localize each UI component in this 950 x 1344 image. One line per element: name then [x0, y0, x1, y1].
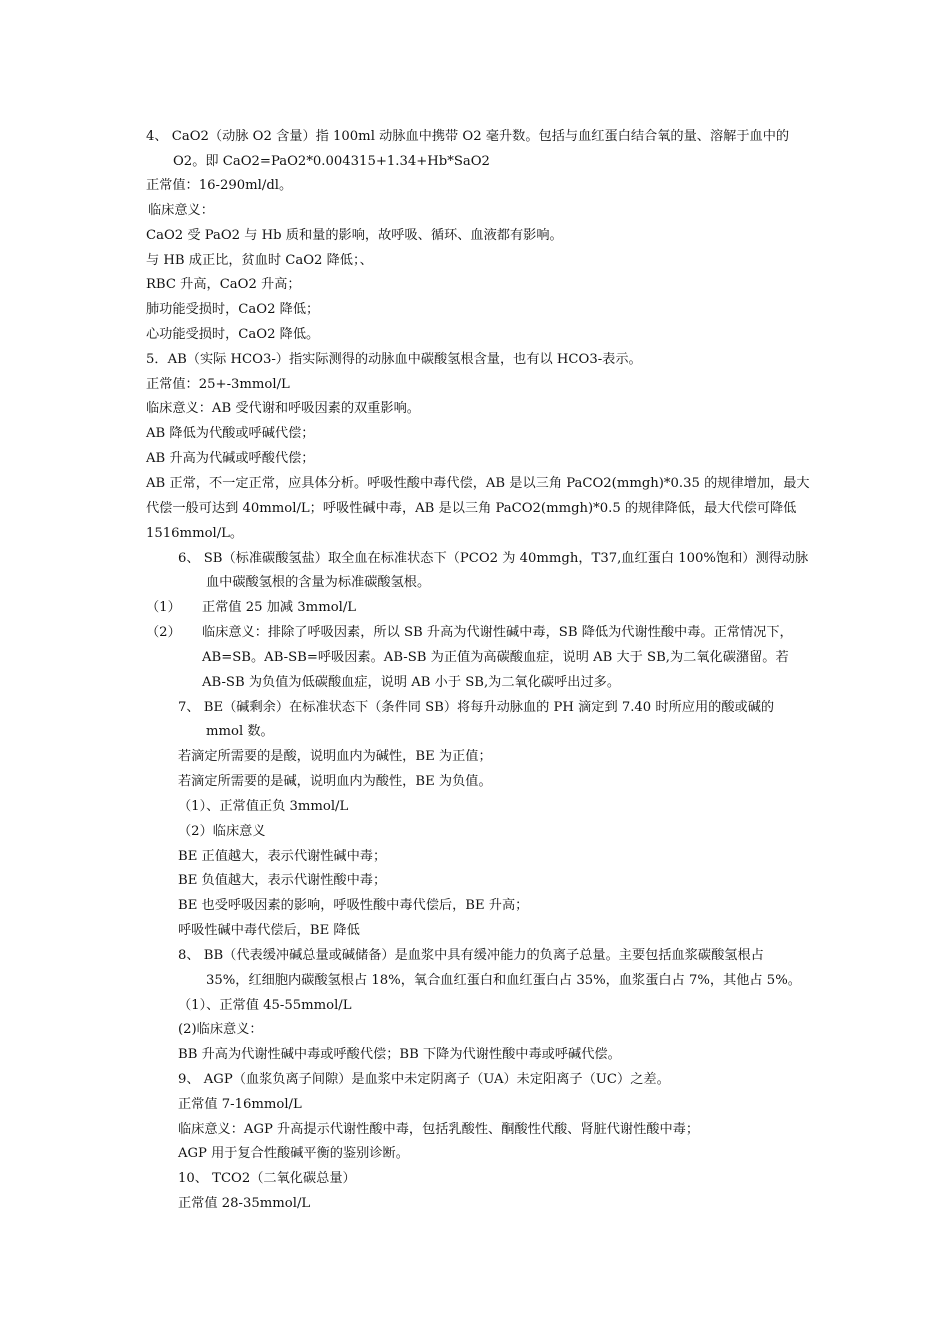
- item-7-clinical-label: （2）临床意义: [178, 824, 266, 839]
- item-7-clinical-line: BE 也受呼吸因素的影响，呼吸性酸中毒代偿后，BE 升高；: [178, 898, 529, 913]
- item-9-normal-value: 正常值 7-16mmol/L: [178, 1097, 302, 1112]
- item-9-heading: 9、 AGP（血浆负离子间隙）是血浆中未定阴离子（UA）未定阳离子（UC）之差。: [178, 1072, 670, 1087]
- item-8-heading-cont: 35%，红细胞内碳酸氢根占 18%，氧合血红蛋白和血红蛋白占 35%，血浆蛋白占 7%，其他占 5%。: [206, 973, 801, 988]
- item-5-clinical-line: 代偿一般可达到 40mmol/L；呼吸性碱中毒，AB 是以三角 PaCO2(mmgh)*0.5 的规律降低，最大代偿可降低: [146, 501, 797, 516]
- item-7-clinical-line: 呼吸性碱中毒代偿后，BE 降低: [178, 923, 360, 938]
- item-7-clinical-line: BE 正值越大，表示代谢性碱中毒；: [178, 849, 387, 864]
- item-6-heading-cont: 血中碳酸氢根的含量为标准碳酸氢根。: [206, 575, 431, 590]
- item-10-heading: 10、 TCO2（二氧化碳总量）: [178, 1171, 356, 1186]
- item-8-heading: 8、 BB（代表缓冲碱总量或碱储备）是血浆中具有缓冲能力的负离子总量。主要包括血浆碳酸氢根占: [178, 948, 764, 963]
- item-7-heading: 7、 BE（碱剩余）在标准状态下（条件同 SB）将每升动脉血的 PH 滴定到 7.40 时所应用的酸或碱的: [178, 700, 775, 715]
- item-6-clinical-line: 临床意义：排除了呼吸因素，所以 SB 升高为代谢性碱中毒，SB 降低为代谢性酸中毒。正常情况下，: [202, 625, 793, 640]
- item-6-normal-value: 正常值 25 加减 3mmol/L: [202, 600, 357, 615]
- item-6-clinical-line: AB-SB 为负值为低碳酸血症，说明 AB 小于 SB,为二氧化碳呼出过多。: [202, 675, 621, 690]
- item-5-clinical-line: AB 降低为代酸或呼碱代偿；: [146, 426, 315, 441]
- item-4-formula: O2。即 CaO2=PaO2*0.004315+1.34+Hb*SaO2: [173, 154, 490, 169]
- item-4-clinical-line: 与 HB 成正比，贫血时 CaO2 降低；、: [146, 253, 373, 268]
- item-5-heading: 5．AB（实际 HCO3-）指实际测得的动脉血中碳酸氢根含量，也有以 HCO3-表示。: [146, 352, 642, 367]
- item-7-heading-cont: mmol 数。: [206, 724, 274, 739]
- item-4-clinical-line: 心功能受损时，CaO2 降低。: [146, 327, 320, 342]
- item-5-clinical-line: AB 正常，不一定正常，应具体分析。呼吸性酸中毒代偿，AB 是以三角 PaCO2(mmgh)*0.35 的规律增加，最大: [146, 476, 810, 491]
- item-9-clinical-line: AGP 用于复合性酸碱平衡的鉴别诊断。: [178, 1146, 409, 1161]
- item-5-clinical-line: AB 升高为代碱或呼酸代偿；: [146, 451, 315, 466]
- item-6-sub2-marker: （2）: [146, 625, 181, 640]
- item-6-heading: 6、 SB（标准碳酸氢盐）取全血在标准状态下（PCO2 为 40mmgh，T37,血红蛋白 100%饱和）测得动脉: [178, 551, 809, 566]
- item-4-clinical-line: 肺功能受损时，CaO2 降低；: [146, 302, 320, 317]
- item-7-clinical-line: BE 负值越大，表示代谢性酸中毒；: [178, 873, 387, 888]
- item-9-clinical-line: 临床意义：AGP 升高提示代谢性酸中毒，包括乳酸性、酮酸性代酸、肾脏代谢性酸中毒；: [178, 1122, 700, 1137]
- item-4-clinical-line: CaO2 受 PaO2 与 Hb 质和量的影响，故呼吸、循环、血液都有影响。: [146, 228, 563, 243]
- item-5-normal-value: 正常值：25+-3mmol/L: [146, 377, 290, 392]
- item-8-normal-value: （1）、正常值 45-55mmol/L: [178, 998, 352, 1013]
- item-6-sub1-marker: （1）: [146, 600, 181, 615]
- item-10-normal-value: 正常值 28-35mmol/L: [178, 1196, 311, 1211]
- item-6-clinical-line: AB=SB。AB-SB=呼吸因素。AB-SB 为正值为高碳酸血症，说明 AB 大于 SB,为二氧化碳潴留。若: [202, 650, 789, 665]
- item-7-line: 若滴定所需要的是碱，说明血内为酸性，BE 为负值。: [178, 774, 492, 789]
- item-7-normal-value: （1）、正常值正负 3mmol/L: [178, 799, 349, 814]
- item-8-clinical-line: BB 升高为代谢性碱中毒或呼酸代偿；BB 下降为代谢性酸中毒或呼碱代偿。: [178, 1047, 621, 1062]
- item-8-clinical-label: (2)临床意义：: [178, 1022, 263, 1037]
- item-4-heading: 4、 CaO2（动脉 O2 含量）指 100ml 动脉血中携带 O2 毫升数。包括与血红蛋白结合氧的量、溶解于血中的: [146, 129, 790, 144]
- item-7-line: 若滴定所需要的是酸，说明血内为碱性，BE 为正值；: [178, 749, 492, 764]
- item-5-clinical-line: 1516mmol/L。: [146, 526, 244, 541]
- item-5-clinical-line: 临床意义：AB 受代谢和呼吸因素的双重影响。: [146, 401, 420, 416]
- item-4-clinical-label: 临床意义：: [148, 203, 214, 218]
- item-4-clinical-line: RBC 升高，CaO2 升高；: [146, 277, 301, 292]
- item-4-normal-value: 正常值：16-290ml/dl。: [146, 178, 293, 193]
